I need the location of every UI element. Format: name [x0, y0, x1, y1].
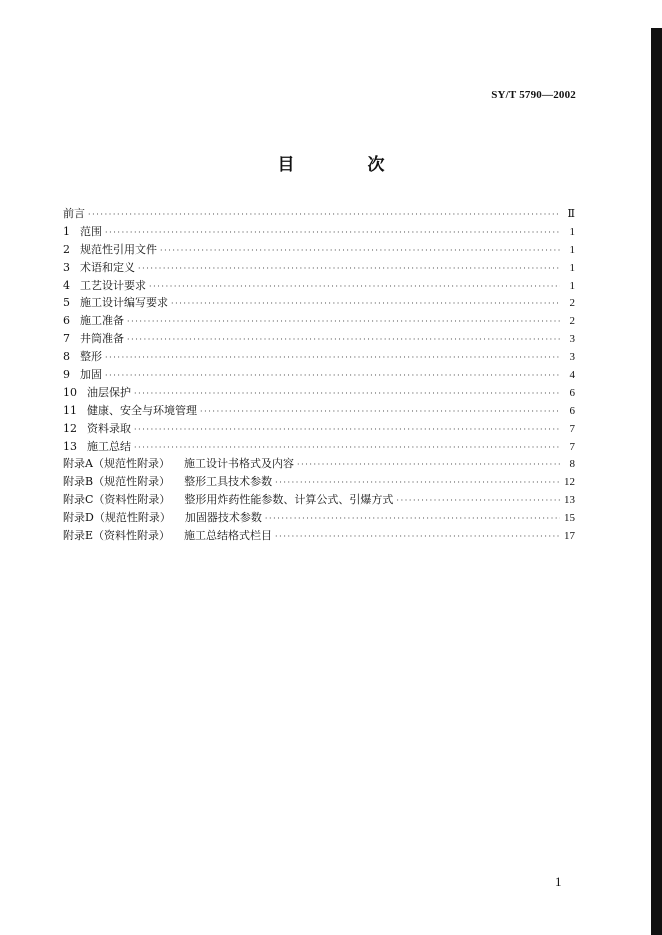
toc-entry-number: 5: [63, 296, 70, 310]
toc-entry-label: 施工设计书格式及内容: [183, 457, 294, 471]
toc-entry-number: 附录A（规范性附录）: [63, 457, 170, 471]
toc-entry-label: 规范性引用文件: [80, 242, 157, 256]
toc-entry-number: 11: [63, 403, 77, 417]
toc-entry-page: 7: [569, 422, 575, 435]
toc-leader-dots: [127, 313, 560, 331]
toc-entry-number: 附录D（规范性附录）: [63, 511, 171, 525]
toc-entry-number: 9: [63, 368, 70, 382]
toc-leader-dots: [275, 528, 560, 546]
toc-entry[interactable]: [63, 473, 575, 491]
toc-leader-dots: [105, 224, 560, 242]
toc-entry-page: 12: [564, 476, 575, 489]
toc-entry-number: 3: [63, 260, 70, 274]
toc-entry[interactable]: [63, 223, 575, 241]
toc-entry-number: 4: [63, 278, 70, 292]
toc-entry[interactable]: [63, 420, 575, 438]
toc-entry-number: 附录C（资料性附录）: [63, 493, 171, 507]
toc-entry[interactable]: [63, 527, 575, 545]
toc-entry-label: 施工总结格式栏目: [184, 529, 273, 543]
toc-entry-label: 范围: [80, 224, 102, 238]
toc-entry-number: 附录E（资料性附录）: [63, 529, 171, 543]
toc-entry-page: 2: [569, 297, 575, 310]
toc-entry-page: 2: [569, 315, 575, 328]
toc-entry-label: 井筒准备: [80, 332, 124, 346]
toc-leader-dots: [275, 474, 560, 492]
toc-entry-page: 3: [569, 333, 575, 346]
toc-leader-dots: [105, 349, 560, 367]
toc-leader-dots: [138, 260, 560, 278]
toc-entry-page: 17: [564, 530, 575, 543]
toc-entry-number: 7: [63, 332, 70, 346]
toc-entry-number: 8: [63, 350, 70, 364]
toc-entry[interactable]: [63, 455, 575, 473]
toc-entry-label: 资料录取: [87, 421, 131, 435]
toc-entry-number: 2: [63, 242, 70, 256]
toc-entry-label: 油层保护: [87, 385, 131, 399]
toc-entry-page: 1: [569, 261, 575, 274]
toc-leader-dots: [127, 331, 560, 349]
page-title: 目 次: [277, 155, 413, 175]
toc-entry[interactable]: [63, 438, 575, 456]
toc-leader-dots: [171, 295, 560, 313]
toc-entry[interactable]: [63, 366, 575, 384]
toc-entry[interactable]: [63, 330, 575, 348]
table-of-contents: [63, 205, 575, 545]
toc-entry-number: 10: [63, 385, 77, 399]
toc-entry-label: 工艺设计要求: [80, 278, 146, 292]
toc-leader-dots: [297, 456, 560, 474]
toc-entry[interactable]: [63, 312, 575, 330]
toc-entry-page: 3: [569, 351, 575, 364]
page-number: 1: [555, 874, 562, 889]
toc-entry[interactable]: [63, 294, 575, 312]
toc-entry-label: 施工准备: [80, 314, 124, 328]
toc-leader-dots: [160, 242, 560, 260]
toc-entry[interactable]: [63, 384, 575, 402]
toc-entry[interactable]: [63, 277, 575, 295]
toc-entry[interactable]: [63, 402, 575, 420]
toc-entry[interactable]: [63, 259, 575, 277]
toc-entry-number: 12: [63, 421, 77, 435]
toc-entry-number: 6: [63, 314, 70, 328]
toc-entry-label: 加固: [80, 368, 102, 382]
toc-entry-label: 施工总结: [87, 439, 131, 453]
toc-leader-dots: [134, 385, 560, 403]
toc-entry-label: 术语和定义: [80, 260, 135, 274]
toc-entry[interactable]: [63, 348, 575, 366]
toc-leader-dots: [134, 421, 560, 439]
toc-leader-dots: [265, 510, 560, 528]
toc-entry-label: 整形用炸药性能参数、计算公式、引爆方式: [184, 493, 394, 507]
toc-entry[interactable]: [63, 205, 575, 223]
toc-leader-dots: [149, 278, 560, 296]
toc-entry-page: 8: [569, 458, 575, 471]
toc-entry-page: 6: [569, 404, 575, 417]
toc-entry-page: 1: [569, 279, 575, 292]
toc-entry-label: 整形工具技术参数: [184, 475, 273, 489]
document-code: SY/T 5790—2002: [491, 89, 576, 101]
toc-leader-dots: [105, 367, 560, 385]
toc-entry-page: 1: [569, 225, 575, 238]
toc-leader-dots: [200, 403, 560, 421]
toc-entry[interactable]: [63, 241, 575, 259]
toc-entry-label: 施工设计编写要求: [80, 296, 168, 310]
toc-leader-dots: [396, 492, 560, 510]
toc-entry-number: 附录B（规范性附录）: [63, 475, 171, 489]
toc-entry-label: 整形: [80, 350, 102, 364]
toc-entry[interactable]: [63, 491, 575, 509]
toc-entry-page: 4: [569, 369, 575, 382]
toc-entry-page: 6: [569, 386, 575, 399]
toc-entry-page: 1: [569, 243, 575, 256]
toc-entry-page: Ⅱ: [567, 208, 575, 220]
toc-leader-dots: [134, 439, 560, 457]
toc-entry-number: 13: [63, 439, 77, 453]
toc-entry-page: 13: [564, 494, 575, 507]
toc-entry-label: 前言: [63, 207, 85, 220]
toc-entry-number: 1: [63, 224, 70, 238]
toc-entry-label: 加固器技术参数: [184, 511, 262, 525]
toc-entry-page: 15: [564, 512, 575, 525]
toc-leader-dots: [88, 206, 560, 224]
toc-entry-label: 健康、安全与环境管理: [87, 403, 197, 417]
toc-entry[interactable]: [63, 509, 575, 527]
toc-entry-page: 7: [569, 440, 575, 453]
